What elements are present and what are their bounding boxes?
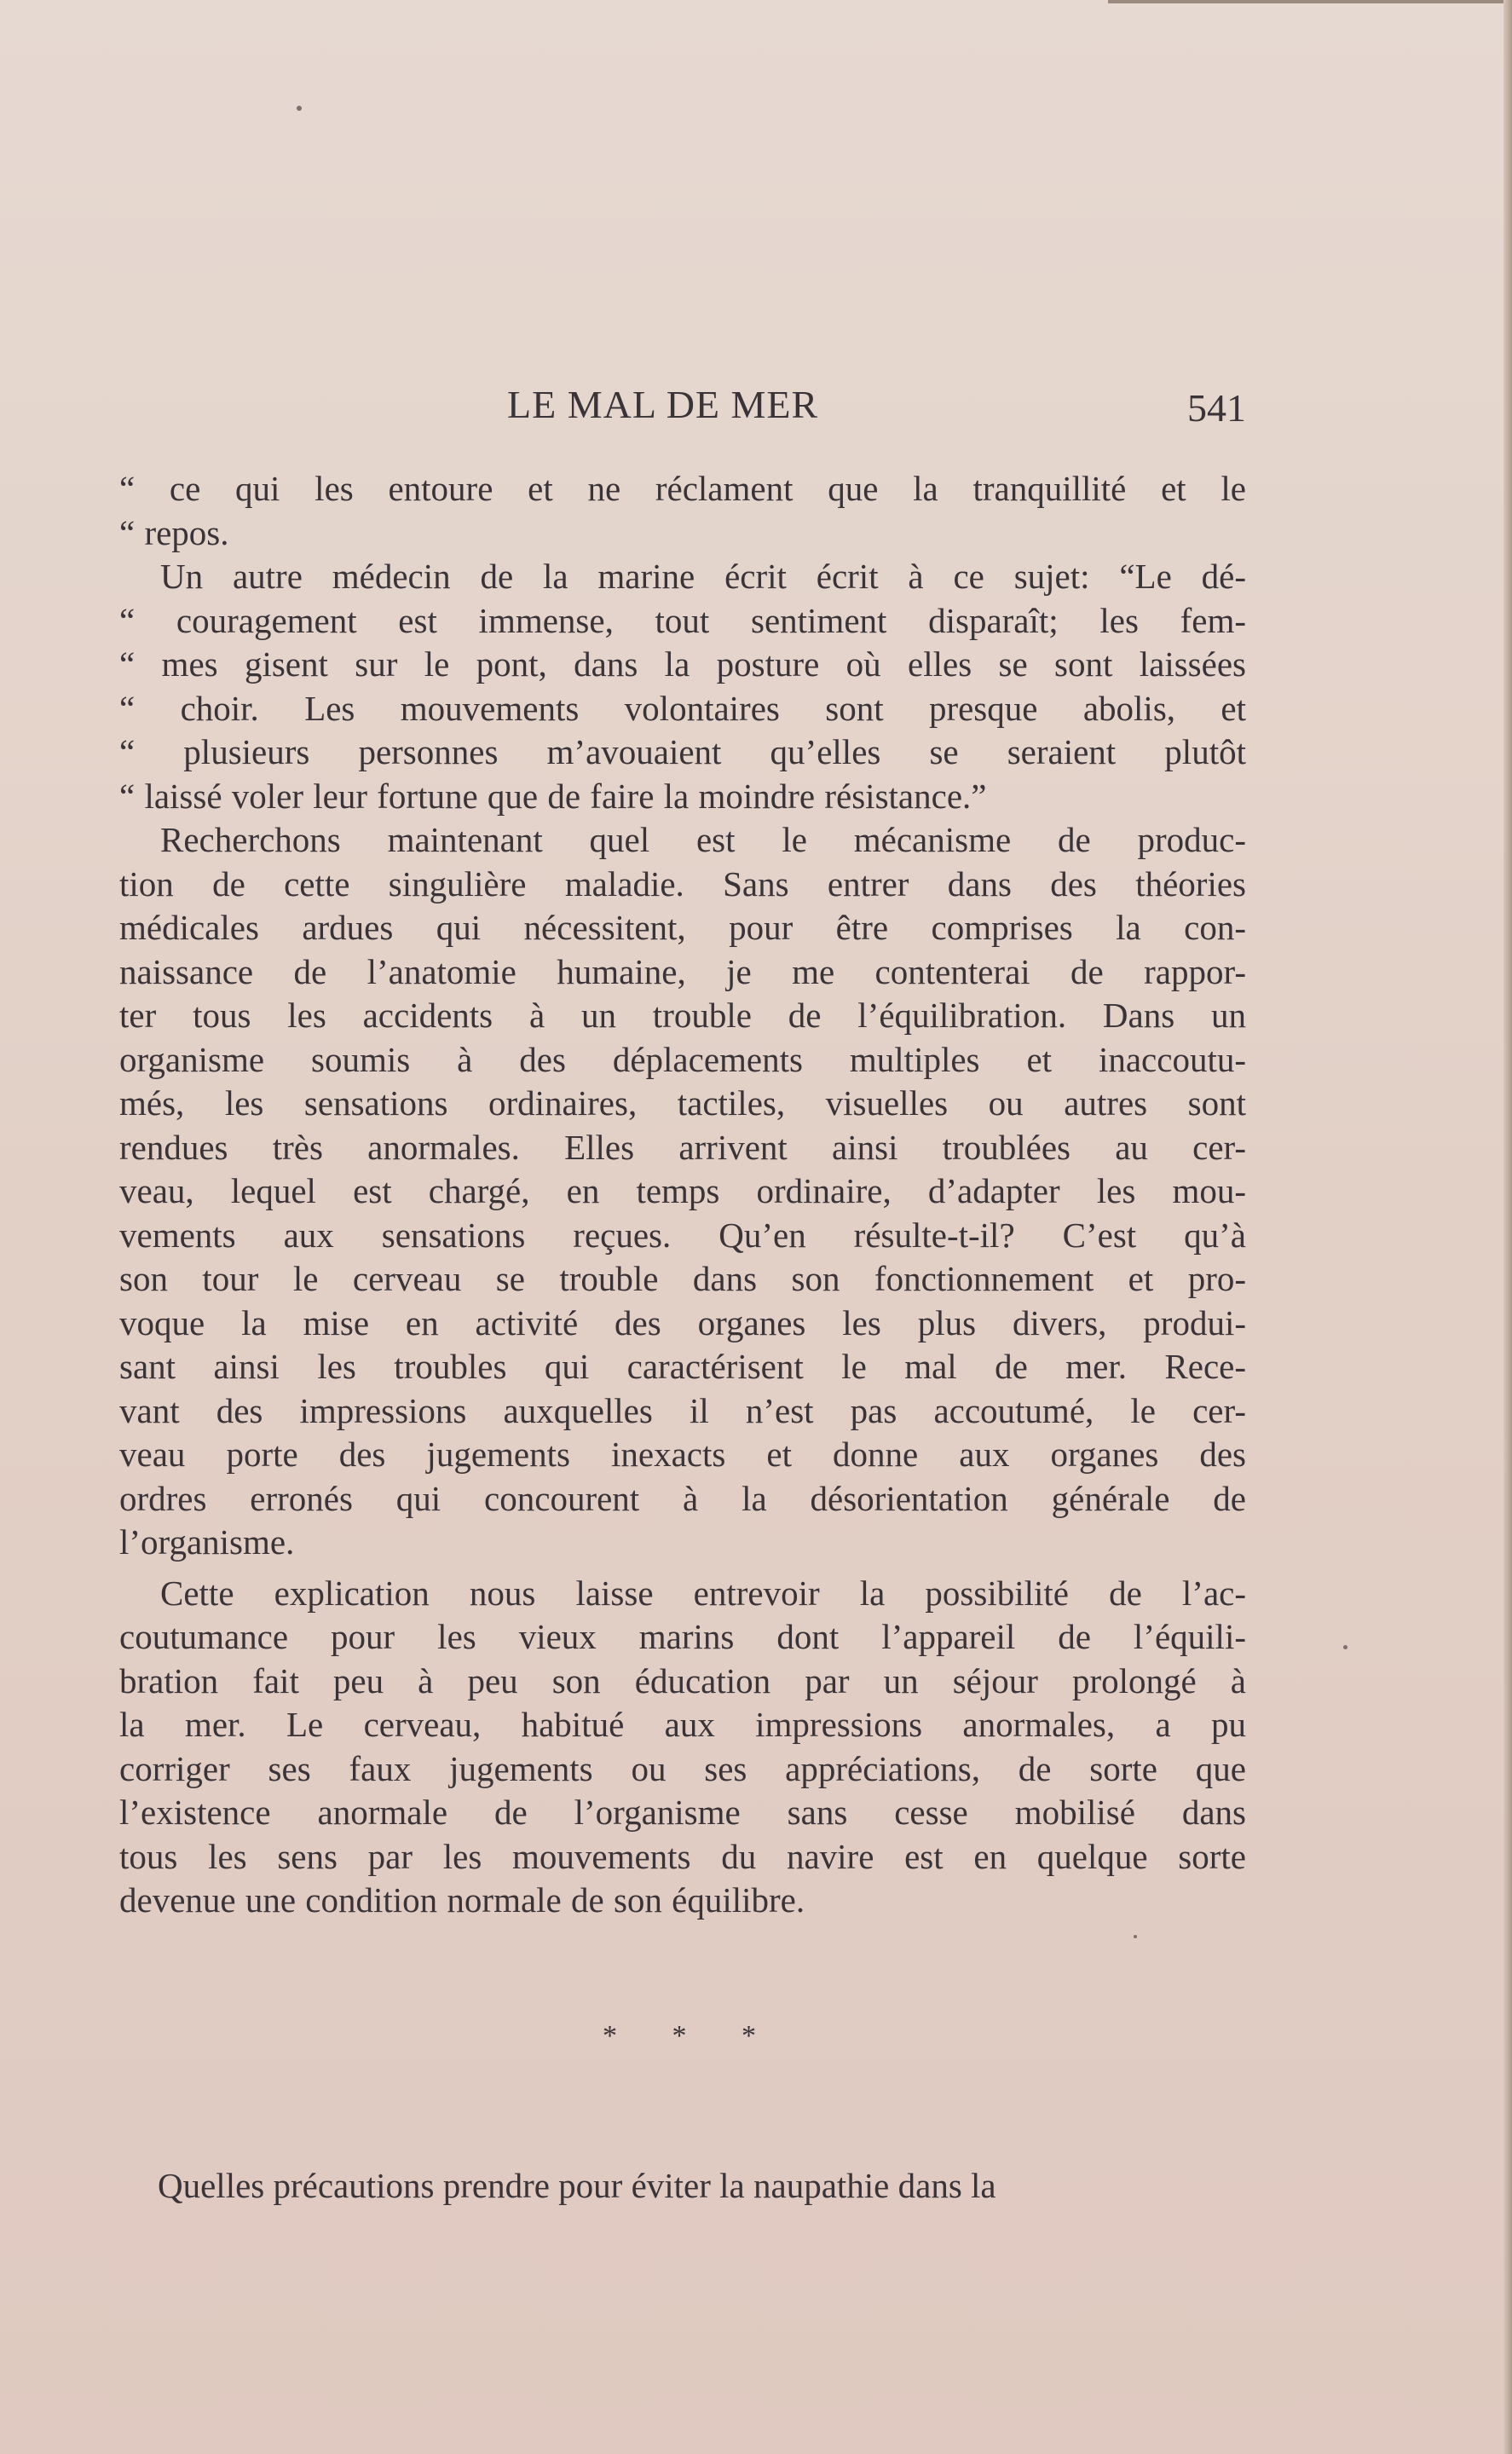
text-line: “ choir. Les mouvements volontaires sont presque abolis, et xyxy=(119,688,1246,728)
text-line: coutumance pour les vieux marins dont l’appareil de l’équili- xyxy=(119,1617,1246,1656)
text-line: veau, lequel est chargé, en temps ordinaire, d’adapter les mou- xyxy=(119,1171,1246,1210)
page-right-edge xyxy=(1503,0,1512,2454)
text-line: corriger ses faux jugements ou ses appréciations, de sorte que xyxy=(119,1748,1246,1788)
closing-line: Quelles précautions prendre pour éviter la naupathie dans la xyxy=(158,2166,996,2205)
page-number: 541 xyxy=(1187,386,1246,430)
text-line: bration fait peu à peu son éducation par un séjour prolongé à xyxy=(119,1660,1246,1700)
text-line: tion de cette singulière maladie. Sans entrer dans des théories xyxy=(119,863,1246,904)
text-line: naissance de l’anatomie humaine, je me contenterai de rappor- xyxy=(119,951,1246,991)
text-line: veau porte des jugements inexacts et donne aux organes des xyxy=(119,1435,1246,1474)
text-line: ordres erronés qui concourent à la désorientation générale de xyxy=(119,1478,1246,1518)
text-line: organisme soumis à des déplacements multiples et inaccoutu- xyxy=(119,1039,1246,1079)
paragraph xyxy=(119,467,1246,555)
text-line: ter tous les accidents à un trouble de l’équilibration. Dans un xyxy=(119,996,1246,1035)
page-top-edge xyxy=(1108,0,1512,3)
text-line: tous les sens par les mouvements du navire est en quelque sorte xyxy=(119,1836,1246,1876)
paragraph xyxy=(119,555,1246,818)
paper-speck xyxy=(297,106,302,111)
text-line: son tour le cerveau se trouble dans son fonctionnement et pro- xyxy=(119,1259,1246,1298)
text-line: “ plusieurs personnes m’avouaient qu’elles se seraient plutôt xyxy=(119,732,1246,771)
paper-speck xyxy=(1343,1645,1348,1649)
paragraph xyxy=(119,818,1246,1565)
section-break: * * * xyxy=(603,2020,780,2052)
text-line: voque la mise en activité des organes les plus divers, produi- xyxy=(119,1302,1246,1342)
text-line: “ laissé voler leur fortune que de faire la moindre résistance.” xyxy=(119,776,987,816)
text-line: Cette explication nous laisse entrevoir la possibilité de l’ac- xyxy=(160,1573,1246,1613)
text-line: vant des impressions auxquelles il n’est pas accoutumé, le cer- xyxy=(119,1390,1246,1430)
text-line: “ couragement est immense, tout sentiment disparaît; les fem- xyxy=(119,600,1246,640)
text-line: Un autre médecin de la marine écrit écrit à ce sujet: “Le dé- xyxy=(160,557,1246,596)
text-line: vements aux sensations reçues. Qu’en résulte-t-il? C’est qu’à xyxy=(119,1215,1246,1255)
body-text xyxy=(119,467,1246,1923)
paragraph xyxy=(119,1572,1246,1923)
text-line: devenue une condition normale de son équilibre. xyxy=(119,1880,805,1920)
text-line: l’organisme. xyxy=(119,1522,295,1562)
text-line: l’existence anormale de l’organisme sans cesse mobilisé dans xyxy=(119,1793,1246,1832)
text-line: “ repos. xyxy=(119,512,229,552)
text-line: rendues très anormales. Elles arrivent ainsi troublées au cer- xyxy=(119,1127,1246,1167)
text-line: “ mes gisent sur le pont, dans la posture où elles se sont laissées xyxy=(119,644,1246,684)
text-line: médicales ardues qui nécessitent, pour être comprises la con- xyxy=(119,908,1246,947)
paper-speck xyxy=(1134,1935,1137,1938)
running-head: LE MAL DE MER xyxy=(507,383,819,426)
text-line: sant ainsi les troubles qui caractérisent le mal de mer. Rece- xyxy=(119,1347,1246,1386)
text-line: “ ce qui les entoure et ne réclament que la tranquillité et le xyxy=(119,469,1246,508)
text-line: Recherchons maintenant quel est le mécanisme de produc- xyxy=(160,820,1246,859)
text-line: més, les sensations ordinaires, tactiles, visuelles ou autres sont xyxy=(119,1083,1246,1123)
text-line: la mer. Le cerveau, habitué aux impressions anormales, a pu xyxy=(119,1705,1246,1744)
page-header xyxy=(119,382,1246,433)
